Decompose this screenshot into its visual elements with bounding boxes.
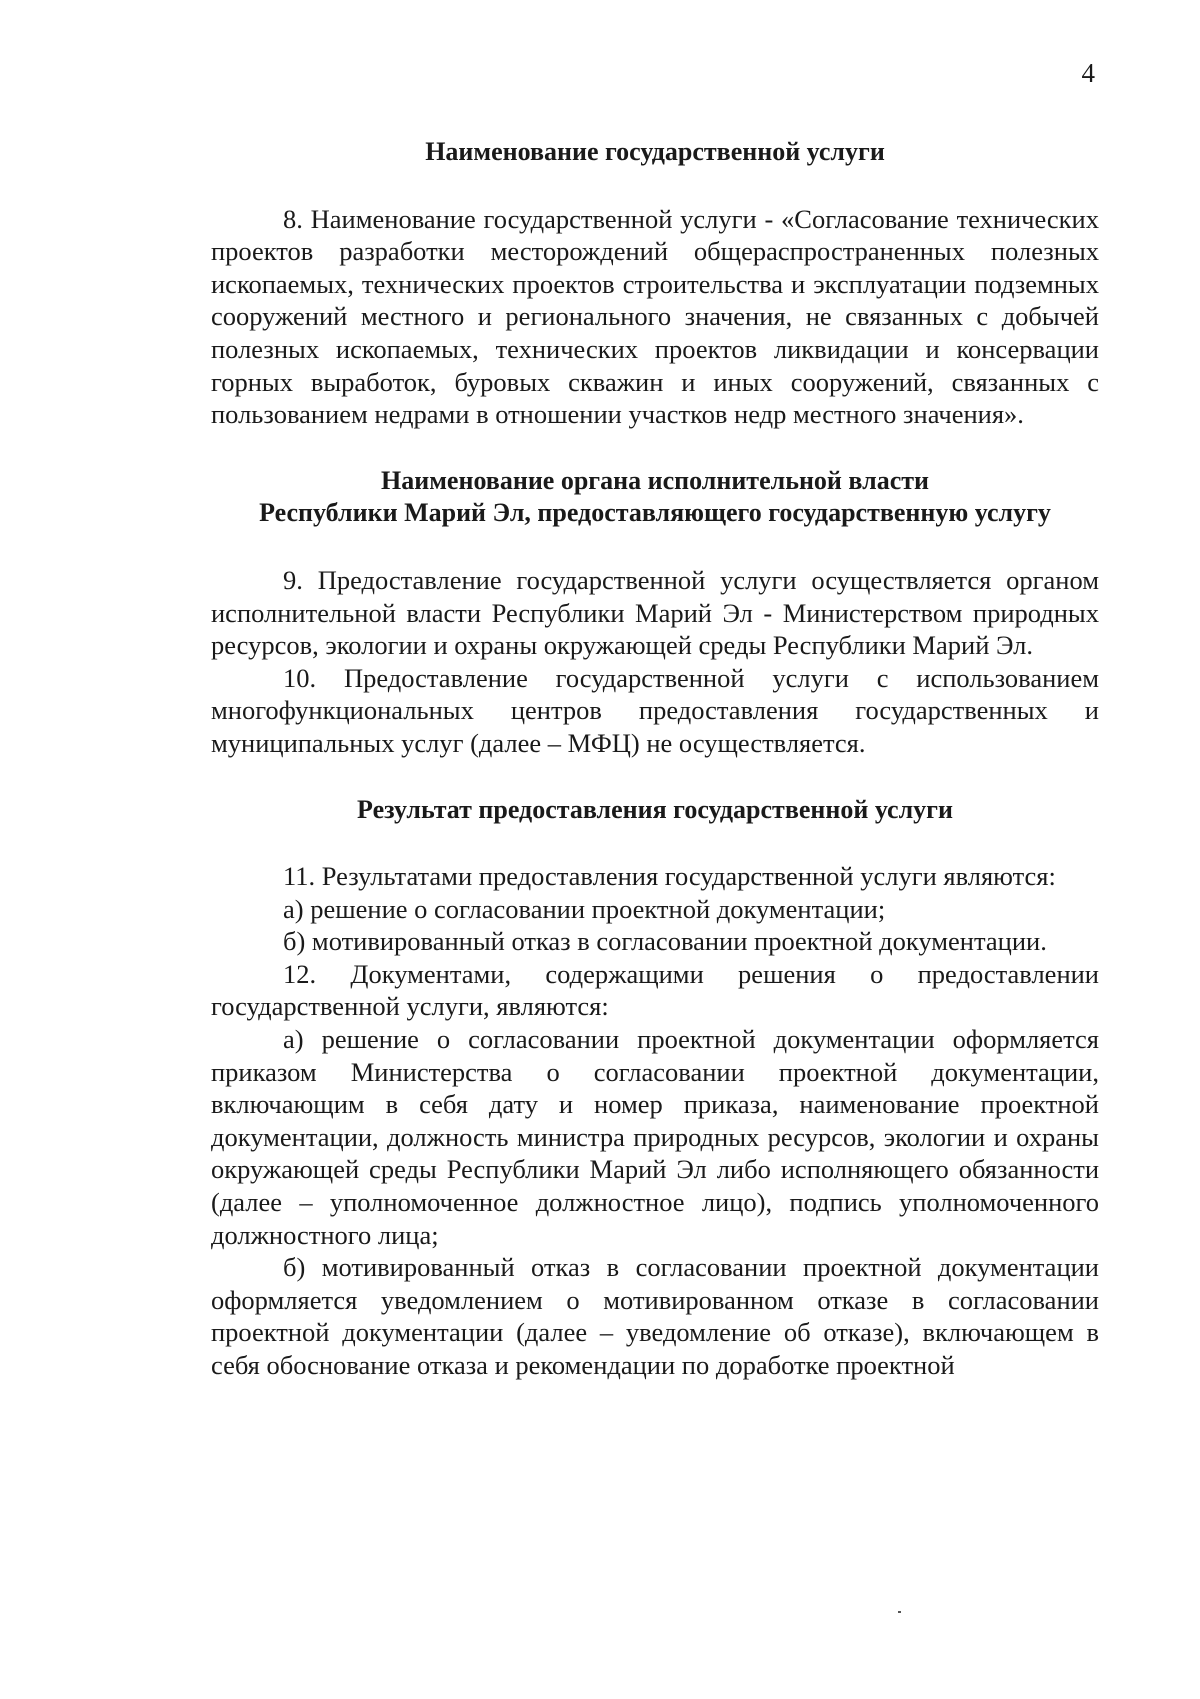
document-body xyxy=(211,136,1099,1382)
heading-line: Наименование органа исполнительной власти xyxy=(381,465,929,495)
section-heading-service-name xyxy=(211,136,1099,169)
paragraph-11-a: а) решение о согласовании проектной документации; xyxy=(283,893,886,924)
heading-line: Наименование государственной услуги xyxy=(425,137,885,166)
paragraph-12: 12. Документами, содержащими решения о предоставлении государственной услуги, являются: xyxy=(211,958,1099,1022)
paragraph-10: 10. Предоставление государственной услуги с использованием многофункциональных центров предоставления государственных и муниципальных услуг (далее – МФЦ) не осуществляется. xyxy=(211,662,1099,758)
paragraph-12-a: а) решение о согласовании проектной документации оформляется приказом Министерства о согласовании проектной документации, включающим в себя дату и номер приказа, наименование проектной документации, должность министра природных ресурсов, экологии и охраны окружающей среды Республики Марий Эл либо исполняющего обязанности (далее – уполномоченное должностное лицо), подпись уполномоченного должностного лица; xyxy=(211,1024,1099,1250)
heading-line: Результат предоставления государственной услуги xyxy=(357,794,953,824)
section-heading-service-result xyxy=(211,794,1099,827)
scan-artifact-dot xyxy=(898,1611,901,1613)
paragraph-11-b: б) мотивированный отказ в согласовании проектной документации. xyxy=(283,926,1047,957)
section-heading-executive-body xyxy=(211,465,1099,530)
heading-line: Республики Марий Эл, предоставляющего государственную услугу xyxy=(259,498,1051,528)
paragraph-9: 9. Предоставление государственной услуги осуществляется органом исполнительной власти Республики Марий Эл - Министерством природных ресурсов, экологии и охраны окружающей среды Республики Марий Эл. xyxy=(211,564,1099,661)
paragraph-12-b: б) мотивированный отказ в согласовании проектной документации оформляется уведомлением о мотивированном отказе в согласовании проектной документации (далее – уведомление об отказе), включающем в себя обоснование отказа и рекомендации по доработке проектной xyxy=(211,1252,1099,1380)
paragraph-8: 8. Наименование государственной услуги - «Согласование технических проектов разработки месторождений общераспространенных полезных ископаемых, технических проектов строительства и эксплуатации подземных сооружений местного и регионального значения, не связанных с добычей полезных ископаемых, технических проектов ликвидации и консервации горных выработок, буровых скважин и иных сооружений, связанных с пользованием недрами в отношении участков недр местного значения». xyxy=(211,203,1099,430)
paragraph-11: 11. Результатами предоставления государственной услуги являются: xyxy=(283,861,1056,892)
page-number: 4 xyxy=(1081,58,1095,88)
